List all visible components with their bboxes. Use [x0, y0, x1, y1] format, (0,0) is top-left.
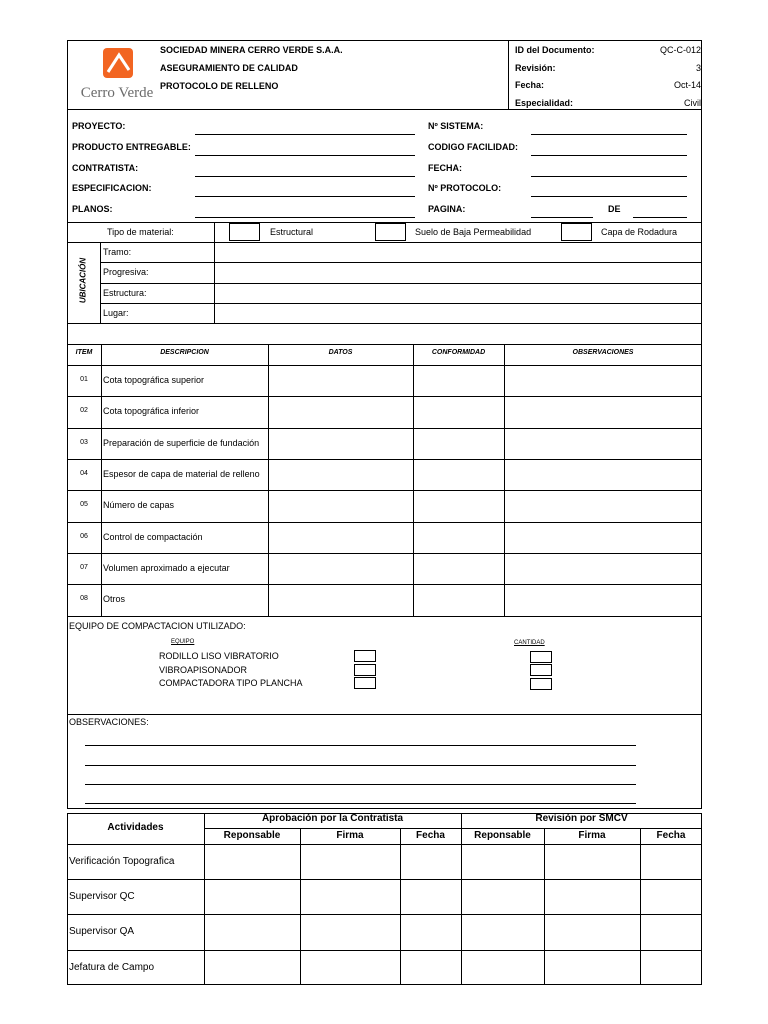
checklist-item-description: Preparación de superficie de fundación: [103, 437, 260, 448]
equipment-title: EQUIPO DE COMPACTACION UTILIZADO:: [69, 621, 246, 631]
meta-value: Oct-14: [673, 80, 701, 90]
ubicacion-row-label: Progresiva:: [103, 267, 149, 278]
checklist-cell-observaciones[interactable]: [505, 366, 701, 395]
checklist-cell-datos[interactable]: [269, 366, 412, 395]
checklist-item-number: 04: [80, 469, 88, 477]
approval-signature-cell[interactable]: [641, 915, 701, 948]
ubicacion-row-input[interactable]: [215, 263, 701, 281]
checklist-item-description: Control de compactación: [103, 531, 203, 542]
approval-group-line: [204, 828, 702, 829]
material-option-baja-permeabilidad: Suelo de Baja Permeabilidad: [415, 227, 532, 237]
checklist-cell-observaciones[interactable]: [505, 429, 701, 458]
project-field-input[interactable]: [195, 217, 415, 218]
checklist-cell-conformidad[interactable]: [414, 491, 503, 520]
page-number-input[interactable]: [531, 217, 593, 218]
equipment-col-header: EQUIPO: [171, 639, 195, 645]
meta-value: Civil: [684, 97, 701, 108]
project-field-label: PROYECTO:: [72, 121, 126, 131]
equipment-section: [67, 616, 702, 714]
checklist-cell-datos[interactable]: [269, 491, 412, 520]
approval-subheader: Firma: [578, 830, 606, 841]
ubicacion-row-input[interactable]: [215, 243, 701, 261]
project-field-label: CONTRATISTA:: [72, 162, 139, 173]
checklist-cell-observaciones[interactable]: [505, 491, 701, 520]
approval-signature-cell[interactable]: [301, 845, 399, 878]
approval-subheader: Reponsable: [223, 830, 281, 841]
company-name: SOCIEDAD MINERA CERRO VERDE S.A.A.: [160, 45, 343, 55]
checklist-cell-conformidad[interactable]: [414, 460, 503, 489]
header-divider: [508, 40, 509, 109]
approval-signature-cell[interactable]: [462, 880, 543, 913]
meta-value: QC-C-012: [659, 45, 701, 55]
approval-contratista-header: Aprobación por la Contratista: [261, 813, 404, 824]
approval-signature-cell[interactable]: [641, 951, 701, 984]
project-field-input[interactable]: [531, 134, 687, 135]
quantity-col-header: CANTIDAD: [514, 640, 545, 646]
equipment-checkbox[interactable]: [354, 677, 376, 689]
approval-signature-cell[interactable]: [301, 951, 399, 984]
logo-text: Cerro Verde: [80, 85, 154, 101]
observaciones-title: OBSERVACIONES:: [69, 717, 149, 727]
approval-signature-cell[interactable]: [205, 880, 299, 913]
project-field-label: Nº PROTOCOLO:: [428, 183, 502, 194]
checklist-cell-datos[interactable]: [269, 585, 412, 614]
meta-label: ID del Documento:: [515, 45, 595, 55]
material-label: Tipo de material:: [107, 227, 174, 237]
ubicacion-row-label: Lugar:: [103, 307, 129, 318]
equipment-bottom-line: [67, 714, 702, 715]
checklist-item-number: 01: [80, 376, 88, 383]
approval-signature-cell[interactable]: [401, 915, 460, 948]
checklist-cell-conformidad[interactable]: [414, 429, 503, 458]
checklist-item-description: Espesor de capa de material de relleno: [103, 468, 260, 479]
project-field-input[interactable]: [531, 176, 687, 177]
approval-activity-label: Jefatura de Campo: [69, 961, 155, 973]
project-field-label: Nº SISTEMA:: [428, 121, 484, 131]
page-de-label: DE: [608, 204, 621, 215]
approval-activities-header: Actividades: [107, 822, 164, 833]
material-checkbox-estructural[interactable]: [229, 223, 260, 241]
quantity-input[interactable]: [530, 664, 552, 676]
checklist-cell-conformidad[interactable]: [414, 397, 503, 426]
checklist-item-description: Cota topográfica inferior: [103, 406, 200, 417]
project-field-label: PRODUCTO ENTREGABLE:: [72, 141, 191, 152]
ubicacion-bottom-line: [67, 323, 702, 324]
checklist-item-description: Cota topográfica superior: [103, 375, 205, 385]
meta-value: 3: [695, 62, 701, 73]
approval-activity-label: Supervisor QA: [69, 926, 135, 938]
checklist-cell-observaciones[interactable]: [505, 585, 701, 614]
observaciones-line-3[interactable]: [85, 784, 636, 785]
approval-signature-cell[interactable]: [301, 915, 399, 948]
checklist-item-description: Otros: [103, 594, 126, 605]
checklist-header-desc: DESCRIPCION: [160, 349, 209, 356]
equipment-checkbox[interactable]: [354, 664, 376, 676]
approval-signature-cell[interactable]: [641, 845, 701, 878]
checklist-cell-conformidad[interactable]: [414, 366, 503, 395]
project-field-input[interactable]: [195, 196, 415, 197]
project-field-input[interactable]: [531, 155, 687, 156]
observaciones-line-1[interactable]: [85, 745, 636, 746]
approval-signature-cell[interactable]: [301, 880, 399, 913]
approval-signature-cell[interactable]: [545, 915, 639, 948]
project-field-label: ESPECIFICACION:: [72, 183, 152, 194]
project-field-label: CODIGO FACILIDAD:: [428, 141, 518, 152]
project-field-input[interactable]: [195, 155, 415, 156]
approval-signature-cell[interactable]: [545, 880, 639, 913]
material-option-estructural: Estructural: [270, 227, 314, 237]
checklist-item-number: 03: [80, 438, 88, 446]
approval-signature-cell[interactable]: [205, 915, 299, 948]
approval-activity-label: Verificación Topografica: [69, 856, 175, 867]
department-name: ASEGURAMIENTO DE CALIDAD: [160, 63, 298, 73]
approval-signature-cell[interactable]: [462, 951, 543, 984]
quantity-input[interactable]: [530, 678, 552, 690]
project-field-label: FECHA:: [428, 162, 462, 173]
checklist-header-item: ITEM: [75, 349, 93, 356]
approval-signature-cell[interactable]: [401, 880, 460, 913]
checklist-header-obs: OBSERVACIONES: [572, 349, 634, 356]
checklist-cell-observaciones[interactable]: [505, 397, 701, 426]
ubicacion-row-line: [100, 262, 702, 263]
checklist-cell-conformidad[interactable]: [414, 585, 503, 614]
checklist-header-conf: CONFORMIDAD: [431, 349, 486, 356]
checklist-cell-datos[interactable]: [269, 554, 412, 583]
approval-signature-cell[interactable]: [205, 845, 299, 878]
checklist-item-number: 08: [80, 595, 88, 603]
header: [67, 40, 702, 109]
material-checkbox-rodadura[interactable]: [561, 223, 592, 241]
approval-smcv-header: Revisión por SMCV: [535, 813, 628, 824]
approval-table: [67, 813, 702, 985]
checklist-cell-conformidad[interactable]: [414, 554, 503, 583]
project-field-input[interactable]: [531, 196, 687, 197]
approval-signature-cell[interactable]: [462, 845, 543, 878]
project-field-label: PAGINA:: [428, 204, 466, 215]
meta-label: Revisión:: [515, 62, 556, 73]
material-divider: [214, 222, 215, 242]
approval-signature-cell[interactable]: [205, 951, 299, 984]
ubicacion-row-line: [100, 303, 702, 304]
checklist-cell-datos[interactable]: [269, 460, 412, 489]
approval-signature-cell[interactable]: [641, 880, 701, 913]
document-title: PROTOCOLO DE RELLENO: [160, 81, 279, 91]
project-field-input[interactable]: [195, 134, 415, 135]
meta-label: Especialidad:: [515, 97, 574, 108]
ubicacion-row-input[interactable]: [215, 304, 701, 322]
approval-subheader: Reponsable: [474, 830, 531, 841]
equipment-item: RODILLO LISO VIBRATORIO: [159, 651, 279, 661]
project-field-label: PLANOS:: [72, 204, 113, 215]
approval-activity-label: Supervisor QC: [69, 891, 135, 903]
approval-signature-cell[interactable]: [545, 951, 639, 984]
quantity-input[interactable]: [530, 651, 552, 663]
approval-subheader: Firma: [336, 830, 364, 841]
checklist-item-number: 02: [80, 407, 88, 415]
ubicacion-row-label: Tramo:: [103, 247, 132, 257]
company-logo: [72, 48, 157, 103]
logo-mark-icon: [103, 48, 133, 78]
ubicacion-row-line: [100, 283, 702, 284]
checklist-cell-datos[interactable]: [269, 397, 412, 426]
observaciones-line-2[interactable]: [85, 765, 636, 766]
checklist-item-number: 07: [80, 563, 88, 571]
equipment-item: VIBROAPISONADOR: [159, 664, 248, 675]
approval-signature-cell[interactable]: [401, 845, 460, 878]
page-total-input[interactable]: [633, 217, 687, 218]
ubicacion-section: [67, 242, 702, 323]
equipment-checkbox[interactable]: [354, 650, 376, 662]
checklist-cell-observaciones[interactable]: [505, 460, 701, 489]
checklist-item-description: Número de capas: [103, 500, 175, 511]
meta-label: Fecha:: [515, 80, 545, 90]
checklist-cell-conformidad[interactable]: [414, 523, 503, 552]
checklist-cell-observaciones[interactable]: [505, 523, 701, 552]
checklist-item-number: 06: [80, 532, 88, 540]
project-field-input[interactable]: [195, 176, 415, 177]
material-checkbox-baja-permeabilidad[interactable]: [375, 223, 406, 241]
approval-signature-cell[interactable]: [545, 845, 639, 878]
checklist-cell-datos[interactable]: [269, 429, 412, 458]
checklist-col-line: [101, 344, 102, 616]
material-option-rodadura: Capa de Rodadura: [601, 227, 678, 237]
checklist-item-number: 05: [80, 501, 88, 509]
ubicacion-label: UBICACIÓN: [78, 257, 88, 304]
checklist-cell-datos[interactable]: [269, 523, 412, 552]
approval-subheader: Fecha: [656, 830, 686, 841]
ubicacion-row-label: Estructura:: [103, 287, 147, 298]
approval-signature-cell[interactable]: [462, 915, 543, 948]
equipment-item: COMPACTADORA TIPO PLANCHA: [159, 678, 303, 688]
checklist-cell-observaciones[interactable]: [505, 554, 701, 583]
ubicacion-row-input[interactable]: [215, 284, 701, 302]
project-fields: [67, 109, 702, 222]
approval-signature-cell[interactable]: [401, 951, 460, 984]
approval-subheader: Fecha: [416, 830, 445, 841]
observaciones-line-4[interactable]: [85, 803, 636, 804]
checklist-table: [67, 344, 702, 616]
checklist-item-description: Volumen aproximado a ejecutar: [103, 562, 230, 573]
checklist-header-datos: DATOS: [328, 349, 353, 356]
